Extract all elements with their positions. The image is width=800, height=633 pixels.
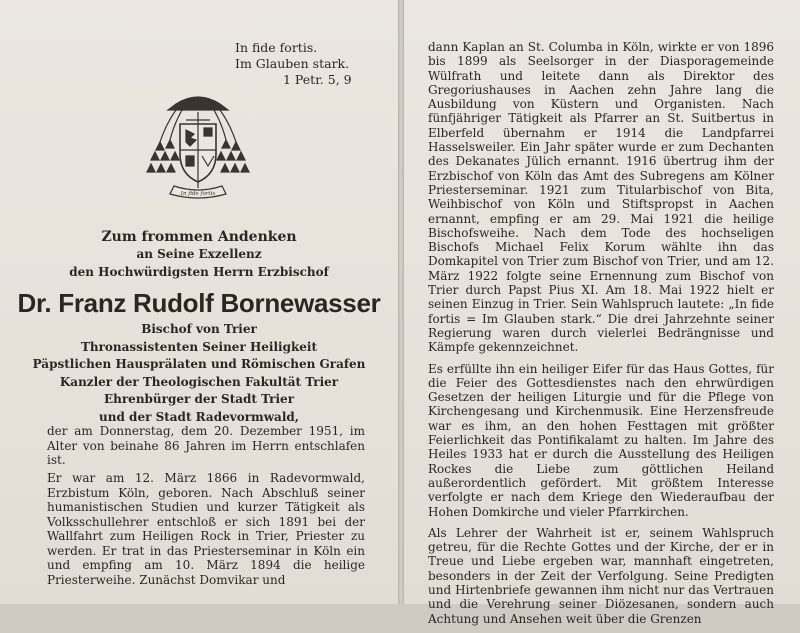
title-line: und der Stadt Radevormwald, [99, 409, 299, 424]
motto-reference: 1 Petr. 5, 9 [283, 72, 352, 87]
teacher-paragraph: Als Lehrer der Wahrheit ist er, seinem Wahlspruch getreu, für die Rechte Gottes und der Kirche, der er in Treue und Liebe ergeben war, mannhaft eingetreten, besonders in der Zeit der Verfolgung. Seine Predigten und Hirtenbriefe gewannen ihm nicht nur das Vertrauen und die Verehrung seiner Diözesanen, sondern auch Achtung und Ansehen weit über die Grenzen [428, 525, 774, 626]
memorial-heading: Zum frommen Andenken [101, 229, 297, 245]
memorial-honorific: den Hochwürdigsten Herrn Erzbischof [69, 265, 329, 279]
biography-paragraph: dann Kaplan an St. Columba in Köln, wirkte er von 1896 bis 1899 als Seelsorger in der Diasporagemeinde Wülfrath und leitete dann als Direktor des Gregoriushauses in Aachen zehn Jahre lang die Ausbildung von Küstern und Organisten. Nach fünfjähriger Tätigkeit als Pfarrer an St. Suitbertus in Elberfeld übernahm er 1914 die Landpfarrei Hasselsweiler. Ein Jahr später wurde er zum Dechanten des Dekanates Jülich ernannt. 1916 übertrug ihm der Erzbischof von Köln das Amt des Subregens am Kölner Priesterseminar. 1921 zum Titularbischof von Bita, Weihbischof von Köln und Stiftspropst in Aachen ernannt, empfing er am 29. Mai 1921 die heilige Bischofsweihe. Nach dem Tode des hochseligen Bischofs Michael Felix Korum wählte ihn das Domkapitel von Trier zum Bischof von Trier, und am 12. März 1922 folgte seine Ernennung zum Bischof von Trier durch Papst Pius XI. Am 18. Mai 1922 hielt er seinen Einzug in Trier. Sein Wahlspruch lautete: „In fide fortis = Im Glauben stark.“ Die drei Jahrzehnte seiner Regierung waren durch vielerlei Bedrängnisse und Kämpfe gekennzeichnet. [428, 40, 774, 355]
episcopal-coat-of-arms-icon [146, 90, 250, 200]
title-line: Kanzler der Theologischen Fakultät Trier [59, 374, 339, 389]
title-line: Bischof von Trier [141, 322, 257, 336]
left-page [0, 0, 398, 604]
biography-paragraph: Er war am 12. März 1866 in Radevormwald, Erzbistum Köln, geboren. Nach Abschluß seiner humanistischen Studien und kurzer Tätigkeit als Volksschullehrer entschloß er sich 1891 bei der Wallfahrt zum Heiligen Rock in Trier, Priester zu werden. Er trat in das Priesterseminar in Köln ein und empfing am 10. März 1894 die heilige Priesterweihe. Zunächst Domvikar und [47, 471, 365, 587]
biography-continuation [428, 40, 774, 633]
deceased-name: Dr. Franz Rudolf Bornewasser [17, 288, 381, 318]
memorial-subheading: an Seine Exzellenz [136, 247, 262, 261]
coat-banner-text: In fide fortis [180, 191, 216, 197]
title-line: Päpstlichen Hausprälaten und Römischen Grafen [32, 357, 366, 371]
death-notice-paragraph: der am Donnerstag, dem 20. Dezember 1951, im Alter von beinahe 86 Jahren im Herrn entschlafen ist. [47, 424, 365, 467]
motto [235, 40, 352, 88]
right-page [404, 0, 800, 626]
titles-list [0, 321, 398, 426]
title-line: Ehrenbürger der Stadt Trier [103, 392, 295, 406]
motto-german: Im Glauben stark. [235, 56, 350, 71]
motto-latin: In fide fortis. [235, 40, 318, 55]
title-line: Thronassistenten Seiner Heiligkeit [80, 339, 318, 354]
liturgy-paragraph: Es erfüllte ihn ein heiliger Eifer für das Haus Gottes, für die Feier des Gottesdienstes nach den ehrwürdigen Gesetzen der heiligen Liturgie und für die Pflege von Kirchengesang und Kirchenmusik. Eine Herzensfreude war es ihm, an den hohen Festtagen mit größter Feierlichkeit das Pontifikalamt zu halten. Im Jahre des Heiles 1933 hat er durch die Ausstellung des Heiligen Rockes die Liebe zum göttlichen Heiland außerordentlich gefördert. Mit größtem Interesse verfolgte er nach dem Kriege den Wiederaufbau der Hohen Domkirche und vieler Pfarrkirchen. [428, 361, 774, 519]
